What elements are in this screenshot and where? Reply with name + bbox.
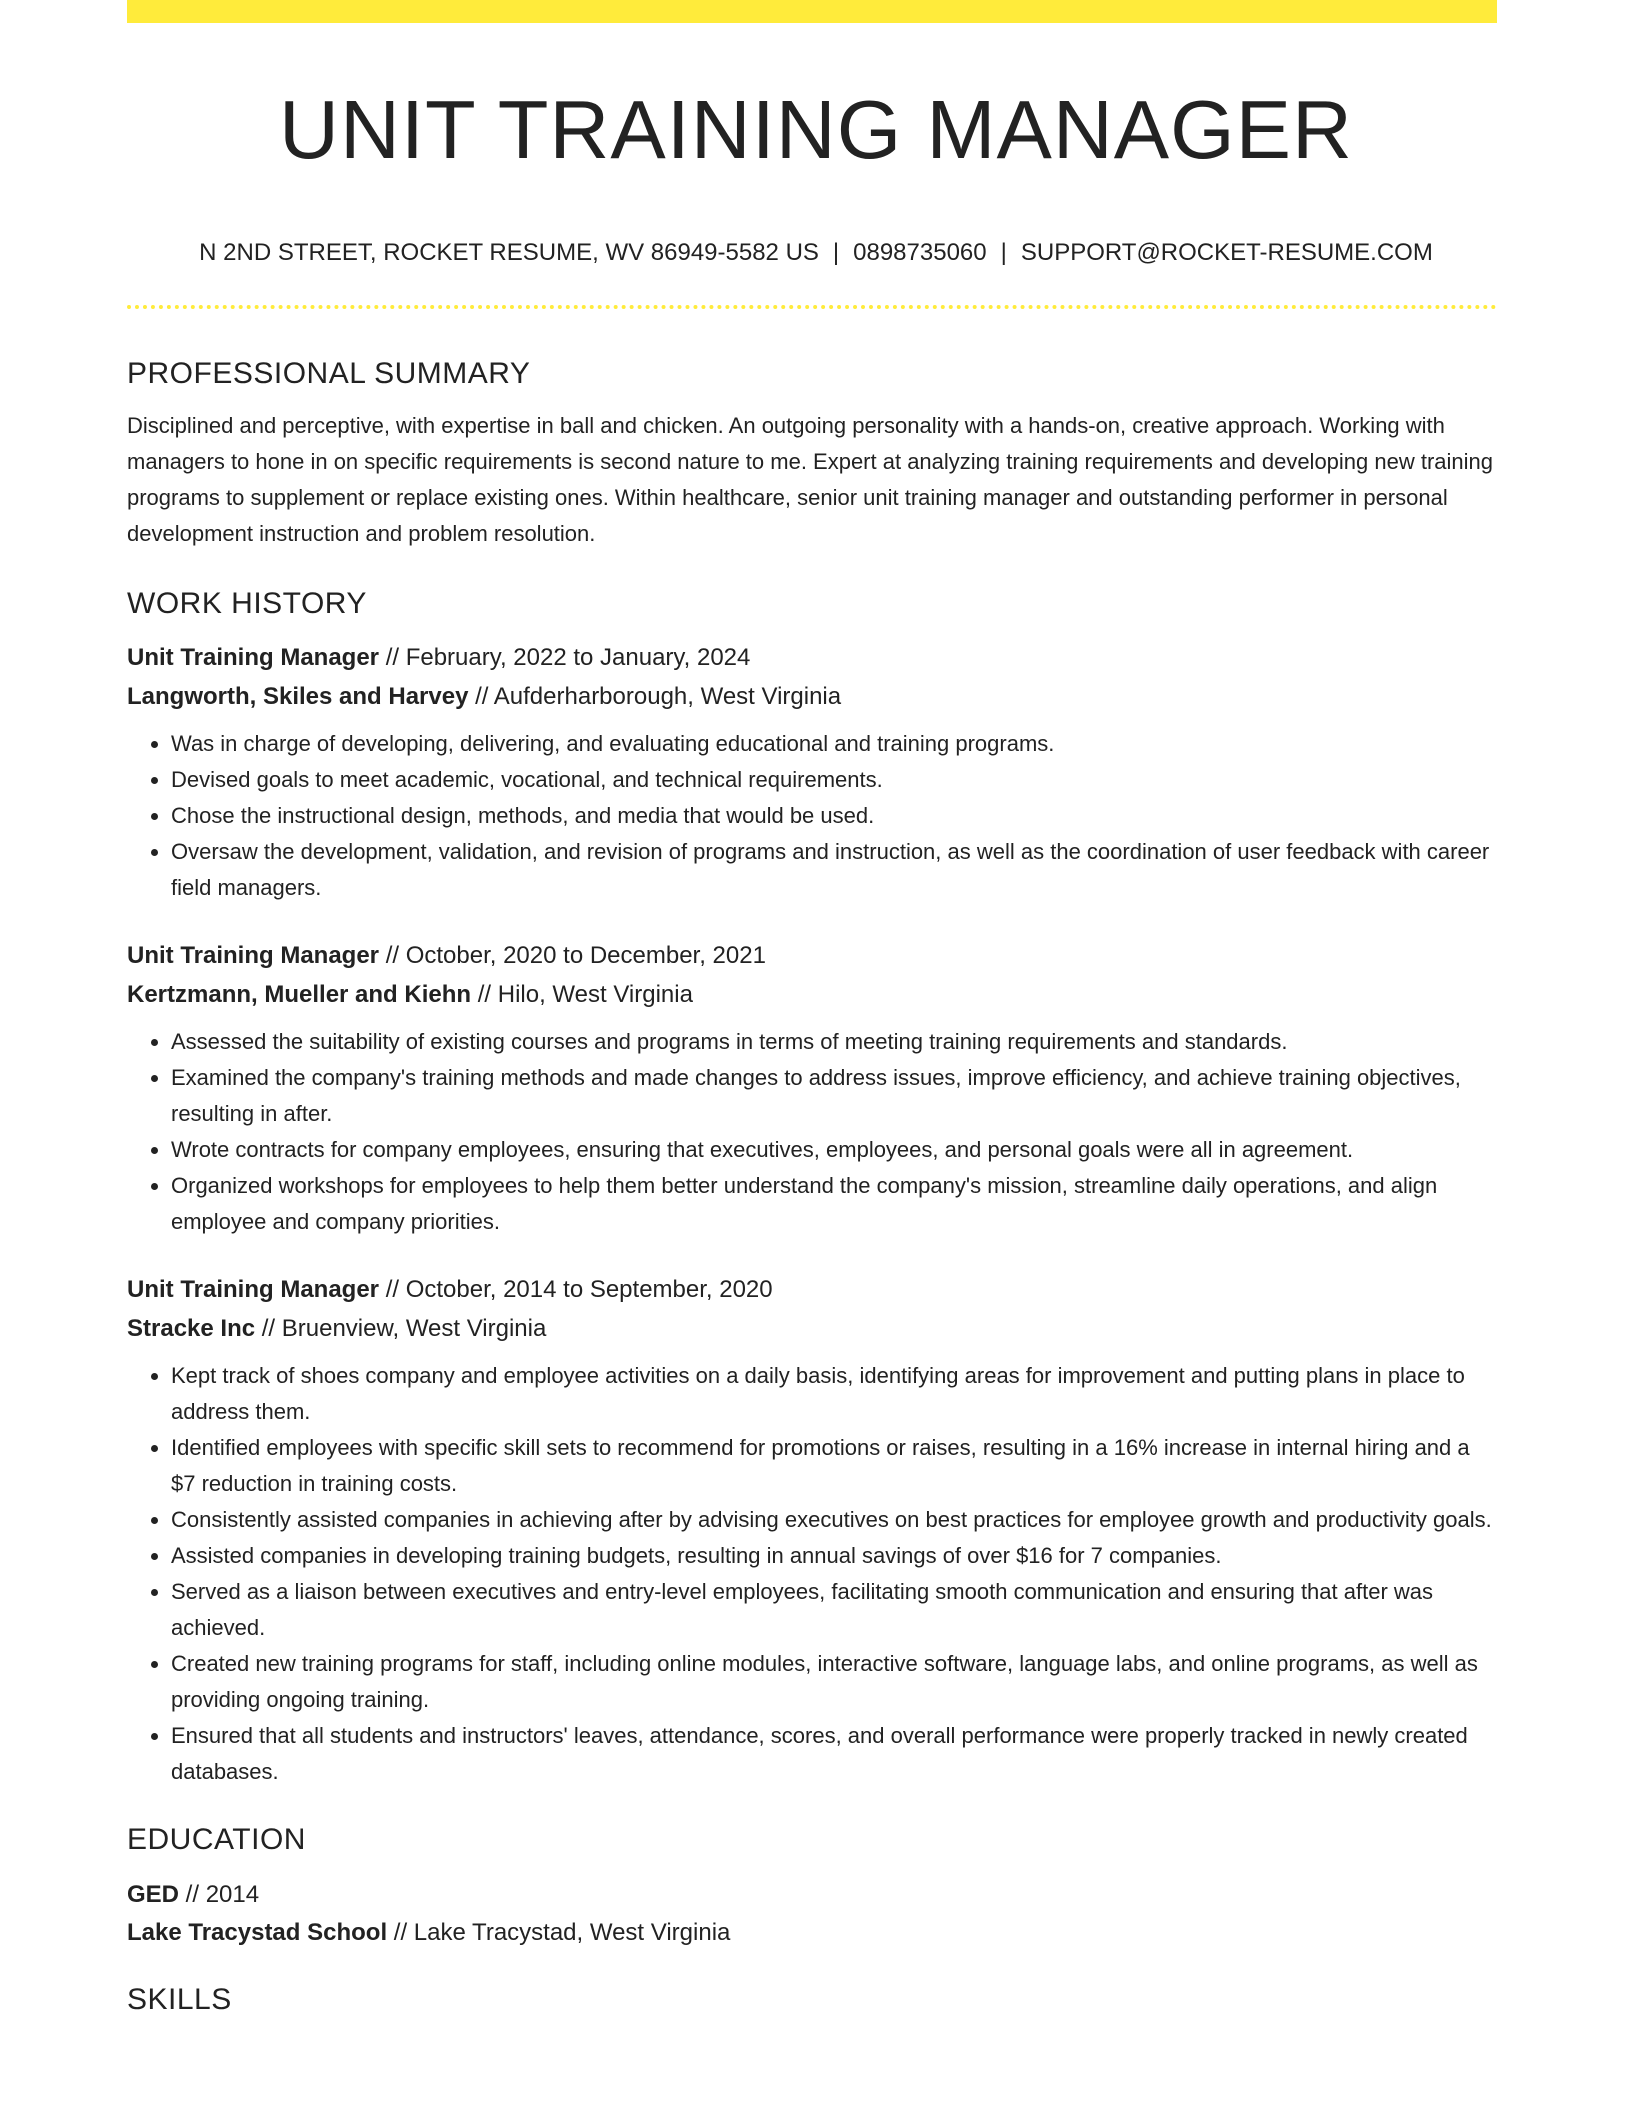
education-year: // 2014 xyxy=(179,1881,260,1908)
job-title-line xyxy=(127,638,1497,677)
skills-section xyxy=(127,1976,1497,2024)
job-bullet: • Kept track of shoes company and employee activities on a daily basis, identifying areas for improvement and putting plans in place to address them. xyxy=(171,1358,1497,1430)
job-location: // Hilo, West Virginia xyxy=(471,981,693,1008)
job-role: Unit Training Manager xyxy=(127,644,380,671)
job-bullet: • Assisted companies in developing training budgets, resulting in annual savings of over $16 for 7 companies. xyxy=(171,1538,1497,1574)
job-entry xyxy=(127,936,1497,1240)
job-entry xyxy=(127,638,1497,906)
summary-text: Disciplined and perceptive, with expertise in ball and chicken. An outgoing personality with a hands-on, creative approach. Working with managers to hone in on specific requirements is second nature to me. Expert at analyzing training requirements and developing new training programs to supplement or replace existing ones. Within healthcare, senior unit training manager and outstanding performer in personal development instruction and problem resolution. xyxy=(127,413,1494,546)
education-location: // Lake Tracystad, West Virginia xyxy=(387,1919,731,1946)
job-company-line xyxy=(127,677,1497,716)
dotted-divider xyxy=(127,305,1497,309)
resume-content xyxy=(127,350,1497,2024)
contact-separator: | xyxy=(1000,239,1007,266)
job-dates: // October, 2020 to December, 2021 xyxy=(379,942,766,969)
summary-section xyxy=(127,350,1497,552)
job-dates: // February, 2022 to January, 2024 xyxy=(379,644,751,671)
resume-name: UNIT TRAINING MANAGER xyxy=(279,83,1353,176)
job-role: Unit Training Manager xyxy=(127,942,380,969)
work-history-section xyxy=(127,580,1497,1790)
top-accent-bar xyxy=(127,0,1497,23)
contact-address: N 2ND STREET, ROCKET RESUME, WV 86949-5582 US xyxy=(199,239,819,266)
job-title-line xyxy=(127,936,1497,975)
contact-phone: 0898735060 xyxy=(853,239,987,266)
education-school-line xyxy=(127,1914,1497,1952)
contact-line xyxy=(0,236,1632,270)
job-company-line xyxy=(127,1309,1497,1348)
job-bullet: • Examined the company's training methods and made changes to address issues, improve efficiency, and achieve training objectives, resulting in after. xyxy=(171,1060,1497,1132)
job-bullet: • Oversaw the development, validation, and revision of programs and instruction, as well as the coordination of user feedback with career field managers. xyxy=(171,834,1497,906)
work-history-title: WORK HISTORY xyxy=(127,587,367,620)
job-bullet: • Created new training programs for staff, including online modules, interactive software, language labs, and online programs, as well as providing ongoing training. xyxy=(171,1646,1497,1718)
contact-email: SUPPORT@ROCKET-RESUME.COM xyxy=(1020,239,1433,266)
education-title: EDUCATION xyxy=(127,1823,306,1856)
job-role: Unit Training Manager xyxy=(127,1276,380,1303)
education-degree: GED xyxy=(127,1881,180,1908)
education-entry xyxy=(127,1876,1497,1952)
job-company: Stracke Inc xyxy=(127,1315,256,1342)
job-company-line xyxy=(127,975,1497,1014)
job-bullet: • Consistently assisted companies in achieving after by advising executives on best practices for employee growth and productivity goals. xyxy=(171,1502,1497,1538)
job-bullet: • Assessed the suitability of existing courses and programs in terms of meeting training requirements and standards. xyxy=(171,1024,1497,1060)
job-bullet: • Devised goals to meet academic, vocational, and technical requirements. xyxy=(171,762,1497,798)
job-bullet: • Chose the instructional design, methods, and media that would be used. xyxy=(171,798,1497,834)
job-bullet: • Ensured that all students and instructors' leaves, attendance, scores, and overall performance were properly tracked in newly created databases. xyxy=(171,1718,1497,1790)
job-entry xyxy=(127,1270,1497,1790)
job-bullet: • Served as a liaison between executives and entry-level employees, facilitating smooth communication and ensuring that after was achieved. xyxy=(171,1574,1497,1646)
job-title-line xyxy=(127,1270,1497,1309)
contact-separator: | xyxy=(832,239,840,266)
education-degree-line xyxy=(127,1876,1497,1914)
job-bullets xyxy=(127,1358,1497,1790)
job-bullet: • Organized workshops for employees to help them better understand the company's mission, streamline daily operations, and align employee and company priorities. xyxy=(171,1168,1497,1240)
job-bullets xyxy=(127,726,1497,906)
education-school: Lake Tracystad School xyxy=(127,1919,388,1946)
skills-title: SKILLS xyxy=(127,1983,232,2016)
job-bullet: • Was in charge of developing, delivering, and evaluating educational and training programs. xyxy=(171,726,1497,762)
summary-title: PROFESSIONAL SUMMARY xyxy=(127,357,531,390)
job-location: // Bruenview, West Virginia xyxy=(255,1315,547,1342)
job-company: Kertzmann, Mueller and Kiehn xyxy=(127,981,472,1008)
education-section xyxy=(127,1816,1497,1952)
job-bullet: • Identified employees with specific skill sets to recommend for promotions or raises, resulting in a 16% increase in internal hiring and a $7 reduction in training costs. xyxy=(171,1430,1497,1502)
job-dates: // October, 2014 to September, 2020 xyxy=(379,1276,773,1303)
job-bullet: • Wrote contracts for company employees, ensuring that executives, employees, and personal goals were all in agreement. xyxy=(171,1132,1497,1168)
job-bullets xyxy=(127,1024,1497,1240)
job-location: // Aufderharborough, West Virginia xyxy=(468,683,842,710)
job-company: Langworth, Skiles and Harvey xyxy=(127,683,469,710)
